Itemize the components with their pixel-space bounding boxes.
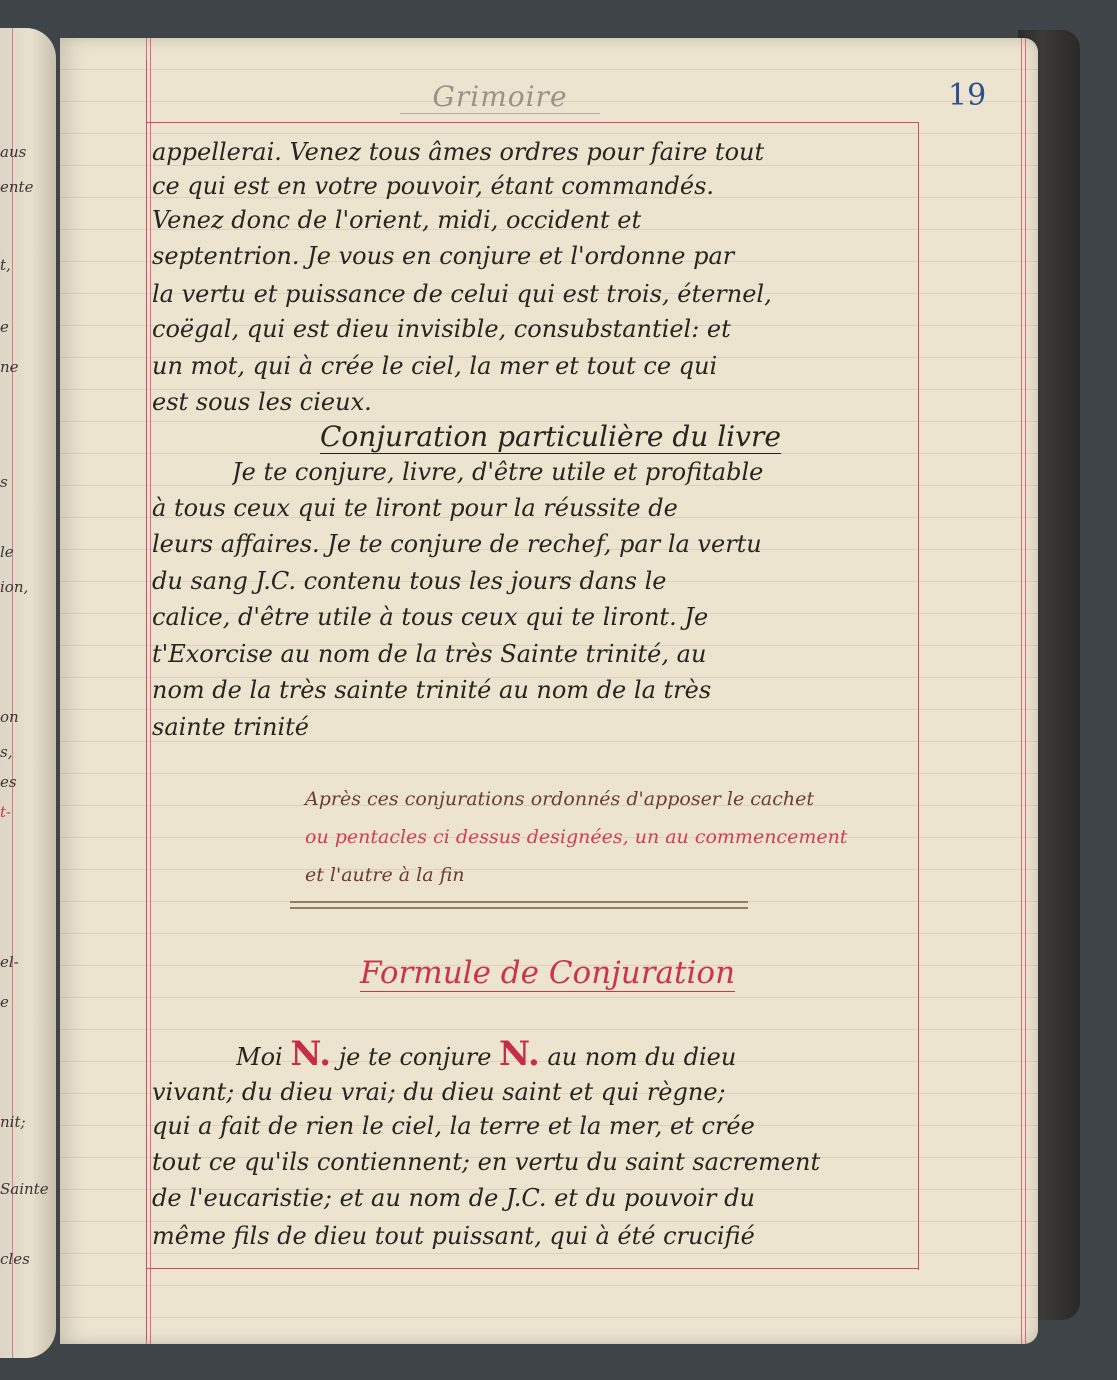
formula-post: au nom du dieu: [547, 1043, 737, 1071]
formula-first-line: [236, 1034, 922, 1074]
section-heading: Conjuration particulière du livre: [320, 420, 781, 453]
text-line: est sous les cieux.: [152, 388, 372, 416]
text-line: tout ce qu'ils contiennent; en vertu du saint sacrement: [152, 1148, 821, 1176]
text-line: appellerai. Venez tous âmes ordres pour faire tout: [152, 138, 765, 166]
text-line: t'Exorcise au nom de la très Sainte trinité, au: [152, 640, 707, 668]
name-placeholder: N.: [499, 1034, 540, 1074]
left-page-margin-line: [12, 28, 13, 1358]
text-line: ce qui est en votre pouvoir, étant commandés.: [152, 172, 715, 200]
left-page-fragment: nit;: [0, 1113, 26, 1131]
left-page-fragment: aus: [0, 143, 27, 161]
text-line: à tous ceux qui te liront pour la réussite de: [152, 494, 678, 522]
text-line: de l'eucaristie; et au nom de J.C. et du pouvoir du: [152, 1184, 755, 1212]
text-line: Je te conjure, livre, d'être utile et profitable: [232, 458, 764, 486]
text-line: coëgal, qui est dieu invisible, consubstantiel: et: [152, 315, 731, 343]
text-line: qui a fait de rien le ciel, la terre et la mer, et crée: [152, 1112, 755, 1140]
left-page-fragment: cles: [0, 1250, 30, 1268]
left-page-fragment: s,: [0, 743, 13, 761]
running-header: Grimoire: [400, 80, 600, 114]
margin-line-left-inner: [150, 38, 151, 1344]
text-line: vivant; du dieu vrai; du dieu saint et qui règne;: [152, 1078, 726, 1106]
left-page-fragment: t,: [0, 256, 11, 274]
left-page-fragment: ne: [0, 358, 19, 376]
left-page-fragment: ente: [0, 178, 34, 196]
left-page-fragment: on: [0, 708, 19, 726]
frame-left: [146, 60, 147, 1340]
frame-bottom: [146, 1268, 919, 1269]
section-divider-top: [290, 901, 748, 903]
formula-mid: je te conjure: [338, 1043, 492, 1071]
text-line: du sang J.C. contenu tous les jours dans le: [152, 567, 667, 595]
left-page-fragment: e: [0, 993, 9, 1011]
left-page-fragment: s: [0, 473, 8, 491]
text-line: un mot, qui à crée le ciel, la mer et tout ce qui: [152, 352, 718, 380]
text-line: Venez donc de l'orient, midi, occident et: [152, 206, 642, 234]
left-page-fragment: el-: [0, 953, 19, 971]
text-line: calice, d'être utile à tous ceux qui te liront. Je: [152, 603, 709, 631]
name-placeholder: N.: [290, 1034, 332, 1074]
marginal-note-line: et l'autre à la fin: [305, 864, 465, 886]
text-line: nom de la très sainte trinité au nom de la très: [152, 676, 712, 704]
left-page-fragment: es: [0, 773, 17, 791]
margin-line-right-inner: [1025, 38, 1026, 1344]
marginal-note-line: ou pentacles ci dessus designées, un au commencement: [305, 826, 848, 848]
text-line: leurs affaires. Je te conjure de rechef, par la vertu: [152, 530, 762, 558]
page-number: 19: [948, 78, 987, 113]
text-line: septentrion. Je vous en conjure et l'ordonne par: [152, 242, 735, 270]
left-page-edge: [0, 28, 56, 1358]
left-page-fragment: Sainte: [0, 1180, 49, 1198]
text-line: sainte trinité: [152, 713, 310, 741]
formula-pre: Moi: [236, 1043, 283, 1071]
section-divider-bottom: [290, 907, 748, 909]
left-page-fragment: e: [0, 318, 9, 336]
section-title: Formule de Conjuration: [360, 955, 736, 991]
margin-line-right-outer: [1021, 38, 1022, 1344]
left-page-fragment: le: [0, 543, 14, 561]
left-page-fragment: ion,: [0, 578, 29, 596]
marginal-note-line: Après ces conjurations ordonnés d'apposer le cachet: [305, 788, 815, 810]
text-line: la vertu et puissance de celui qui est trois, éternel,: [152, 280, 772, 308]
left-page-fragment: t-: [0, 803, 12, 821]
text-line: même fils de dieu tout puissant, qui à été crucifié: [152, 1222, 755, 1250]
frame-top: [146, 122, 919, 123]
